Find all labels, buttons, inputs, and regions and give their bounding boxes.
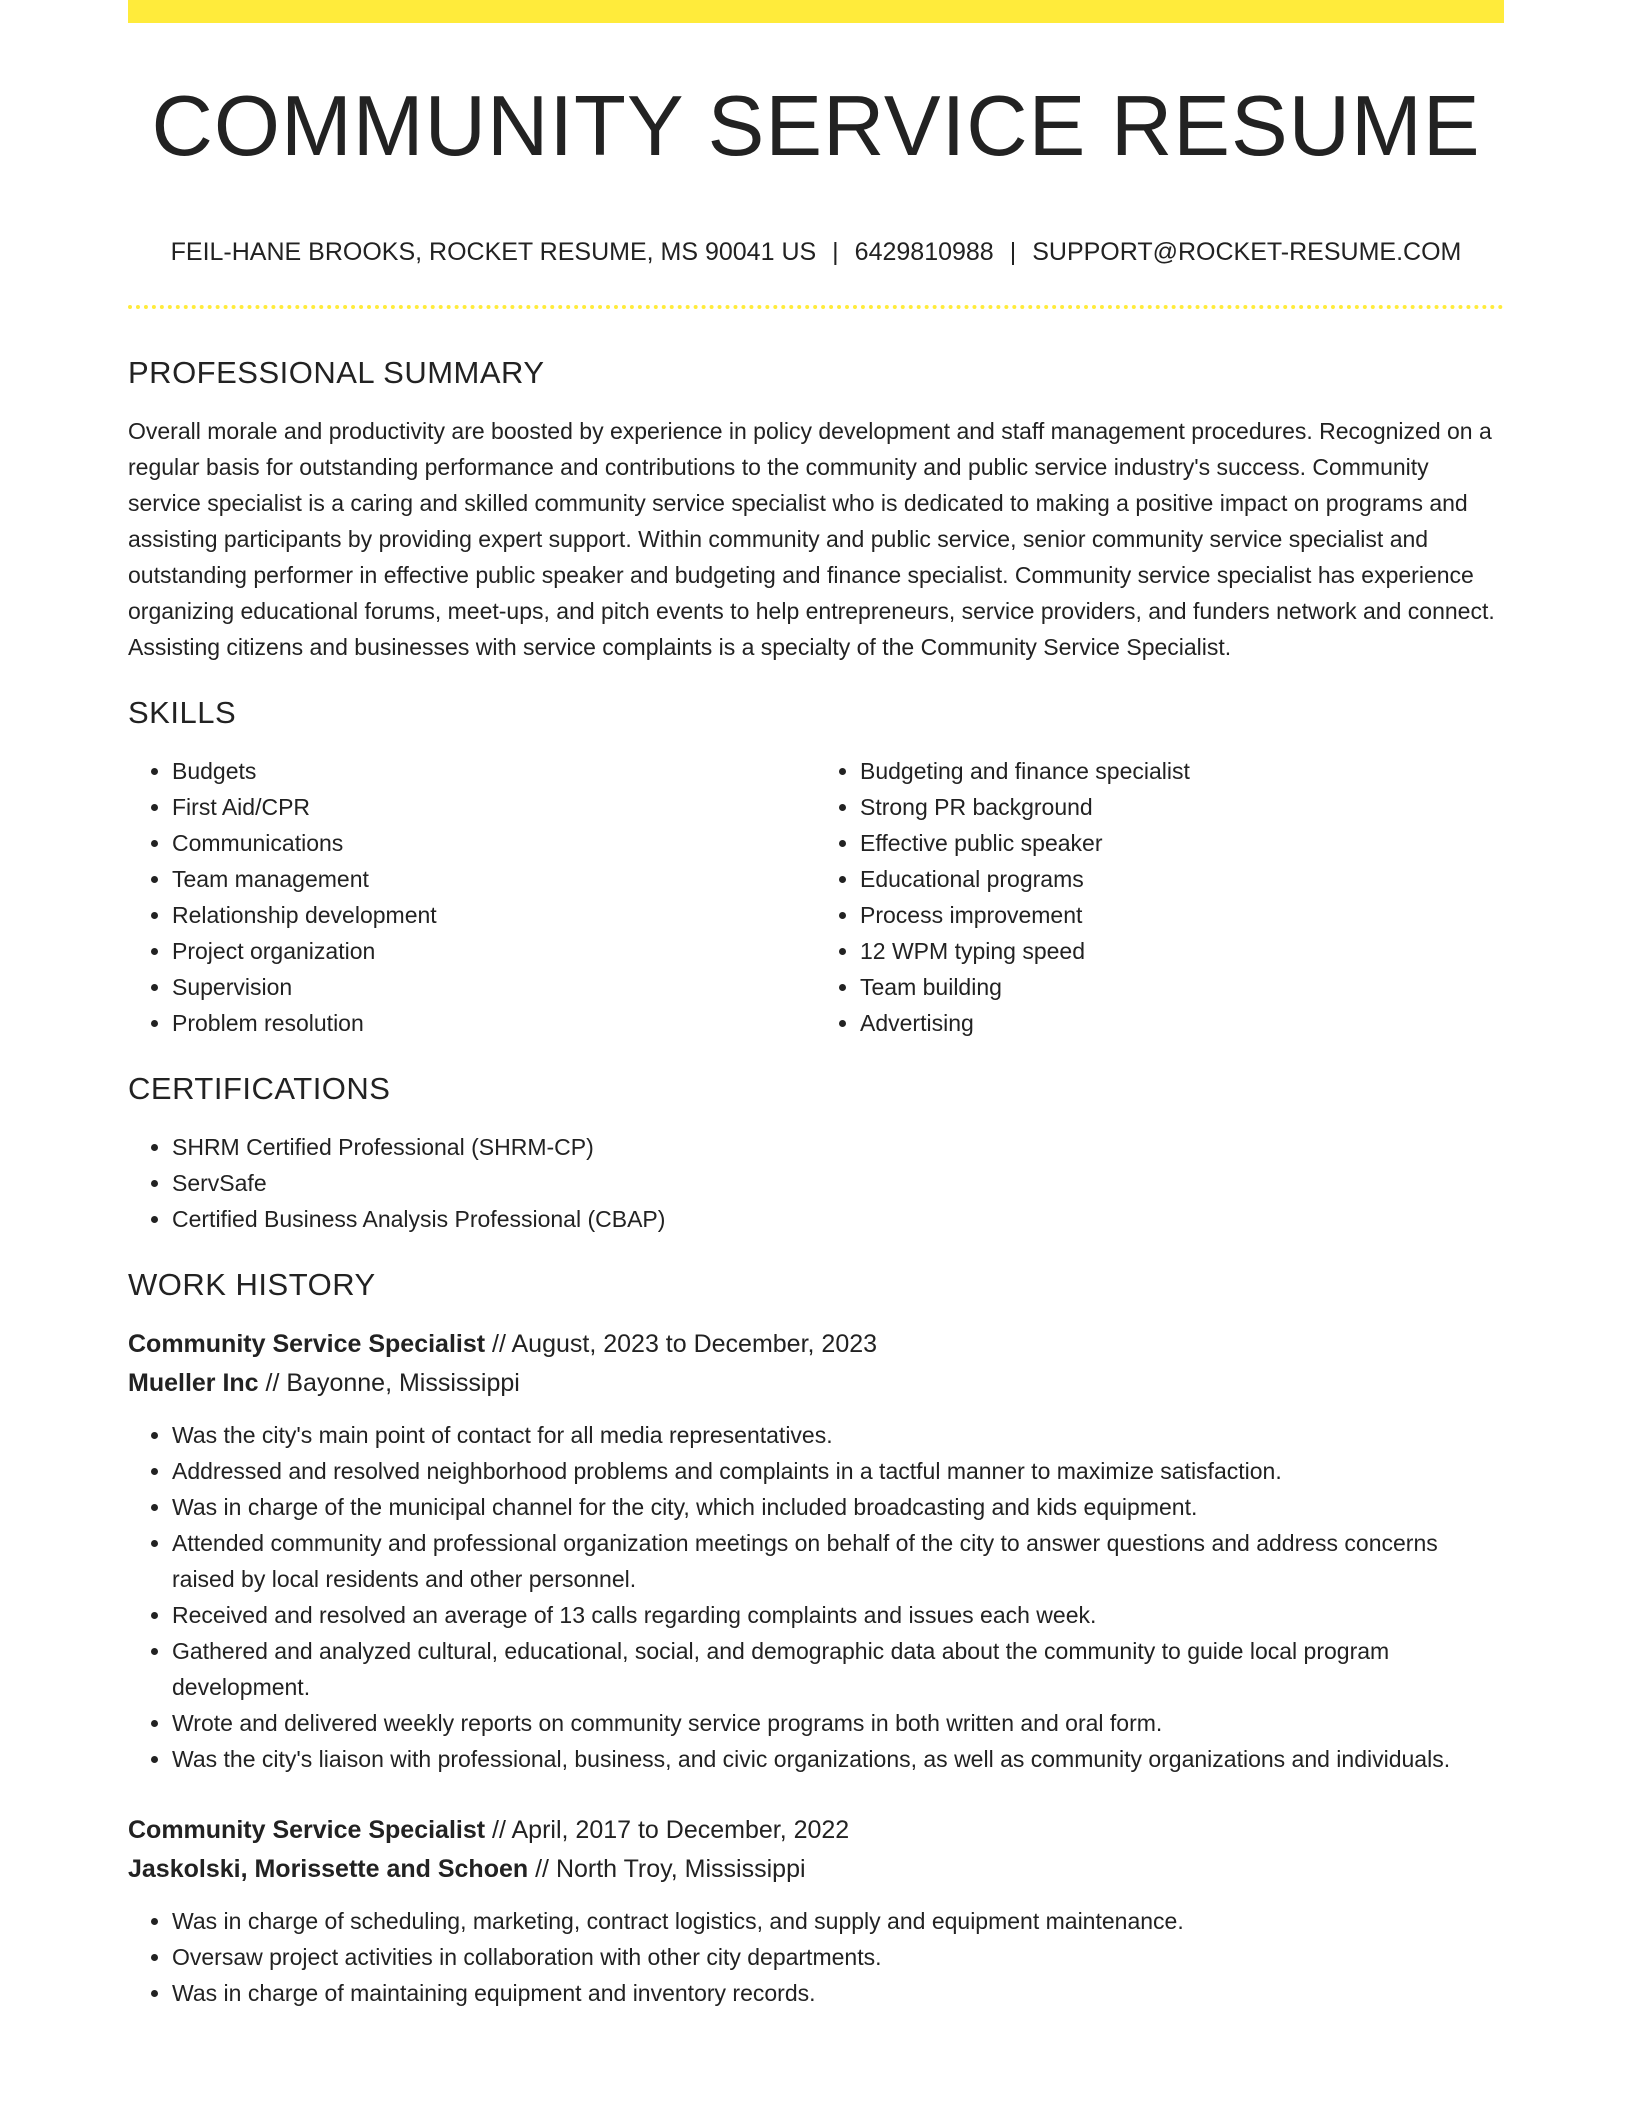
skill-item: • Budgets xyxy=(172,753,816,789)
contact-separator: | xyxy=(1009,238,1017,266)
certification-item: • ServSafe xyxy=(172,1165,1504,1201)
job-bullet: • Addressed and resolved neighborhood problems and complaints in a tactful manner to maximize satisfaction. xyxy=(172,1453,1504,1489)
skill-item: • Team management xyxy=(172,861,816,897)
contact-address: FEIL-HANE BROOKS, ROCKET RESUME, MS 90041 US xyxy=(170,238,817,266)
job-bullet: • Gathered and analyzed cultural, educational, social, and demographic data about the community to guide local program development. xyxy=(172,1633,1504,1705)
skills-list-left xyxy=(128,753,816,1041)
skill-item: • Process improvement xyxy=(860,897,1504,933)
skill-item: • 12 WPM typing speed xyxy=(860,933,1504,969)
skill-item: • Strong PR background xyxy=(860,789,1504,825)
job-dates: // August, 2023 to December, 2023 xyxy=(492,1330,878,1358)
dotted-divider xyxy=(128,305,1504,309)
certification-item: • Certified Business Analysis Professional (CBAP) xyxy=(172,1201,1504,1237)
certification-item: • SHRM Certified Professional (SHRM-CP) xyxy=(172,1129,1504,1165)
job-title-line xyxy=(128,1325,1504,1364)
resume-body xyxy=(128,355,1504,2045)
work-history-section xyxy=(128,1267,1504,2011)
resume-title: COMMUNITY SERVICE RESUME xyxy=(151,79,1481,174)
skill-item: • First Aid/CPR xyxy=(172,789,816,825)
job-title: Community Service Specialist xyxy=(128,1816,486,1844)
contact-email: SUPPORT@ROCKET-RESUME.COM xyxy=(1032,238,1462,266)
summary-heading: PROFESSIONAL SUMMARY xyxy=(128,355,545,390)
job-dates: // April, 2017 to December, 2022 xyxy=(492,1816,850,1844)
summary-text: Overall morale and productivity are boosted by experience in policy development and staff management procedures. Recognized on a regular basis for outstanding performance and contributions to the community and public service industry's success. Community service specialist is a caring and skilled community service specialist who is dedicated to making a positive impact on programs and assisting participants by providing expert support. Within community and public service, senior community service specialist and outstanding performer in effective public speaker and budgeting and finance specialist. Community service specialist has experience organizing educational forums, meet-ups, and pitch events to help entrepreneurs, service providers, and funders network and connect. Assisting citizens and businesses with service complaints is a specialty of the Community Service Specialist. xyxy=(128,418,1495,660)
skills-heading: SKILLS xyxy=(128,695,237,730)
skill-item: • Budgeting and finance specialist xyxy=(860,753,1504,789)
job-entry xyxy=(128,1325,1504,1777)
contact-line xyxy=(128,238,1504,267)
skill-item: • Educational programs xyxy=(860,861,1504,897)
job-bullet: • Wrote and delivered weekly reports on community service programs in both written and oral form. xyxy=(172,1705,1504,1741)
work-history-heading: WORK HISTORY xyxy=(128,1267,376,1302)
skill-item: • Relationship development xyxy=(172,897,816,933)
job-bullet: • Oversaw project activities in collaboration with other city departments. xyxy=(172,1939,1504,1975)
job-bullets xyxy=(128,1417,1504,1777)
job-location: // Bayonne, Mississippi xyxy=(265,1369,520,1397)
job-bullet: • Attended community and professional organization meetings on behalf of the city to answer questions and address concerns raised by local residents and other personnel. xyxy=(172,1525,1504,1597)
job-bullet: • Was the city's main point of contact for all media representatives. xyxy=(172,1417,1504,1453)
job-company-line xyxy=(128,1364,1504,1403)
job-bullet: • Received and resolved an average of 13 calls regarding complaints and issues each week. xyxy=(172,1597,1504,1633)
skills-list-right xyxy=(816,753,1504,1041)
job-bullet: • Was the city's liaison with professional, business, and civic organizations, as well as community organizations and individuals. xyxy=(172,1741,1504,1777)
certifications-list xyxy=(128,1129,1504,1237)
certifications-section xyxy=(128,1071,1504,1237)
job-company: Jaskolski, Morissette and Schoen xyxy=(128,1855,529,1883)
skill-item: • Supervision xyxy=(172,969,816,1005)
skills-columns xyxy=(128,753,1504,1041)
skills-section xyxy=(128,695,1504,1041)
summary-section xyxy=(128,355,1504,665)
contact-phone: 6429810988 xyxy=(854,238,994,266)
job-bullets xyxy=(128,1903,1504,2011)
job-bullet: • Was in charge of maintaining equipment and inventory records. xyxy=(172,1975,1504,2011)
skill-item: • Team building xyxy=(860,969,1504,1005)
contact-separator: | xyxy=(832,238,839,266)
skill-item: • Problem resolution xyxy=(172,1005,816,1041)
job-title-line xyxy=(128,1811,1504,1850)
job-entry xyxy=(128,1811,1504,2011)
job-bullet: • Was in charge of scheduling, marketing, contract logistics, and supply and equipment maintenance. xyxy=(172,1903,1504,1939)
job-location: // North Troy, Mississippi xyxy=(535,1855,806,1883)
skill-item: • Project organization xyxy=(172,933,816,969)
job-title: Community Service Specialist xyxy=(128,1330,486,1358)
skill-item: • Communications xyxy=(172,825,816,861)
certifications-heading: CERTIFICATIONS xyxy=(128,1071,391,1106)
job-company: Mueller Inc xyxy=(128,1369,259,1397)
skill-item: • Advertising xyxy=(860,1005,1504,1041)
job-bullet: • Was in charge of the municipal channel for the city, which included broadcasting and kids equipment. xyxy=(172,1489,1504,1525)
skill-item: • Effective public speaker xyxy=(860,825,1504,861)
accent-top-bar xyxy=(128,0,1504,23)
job-company-line xyxy=(128,1850,1504,1889)
